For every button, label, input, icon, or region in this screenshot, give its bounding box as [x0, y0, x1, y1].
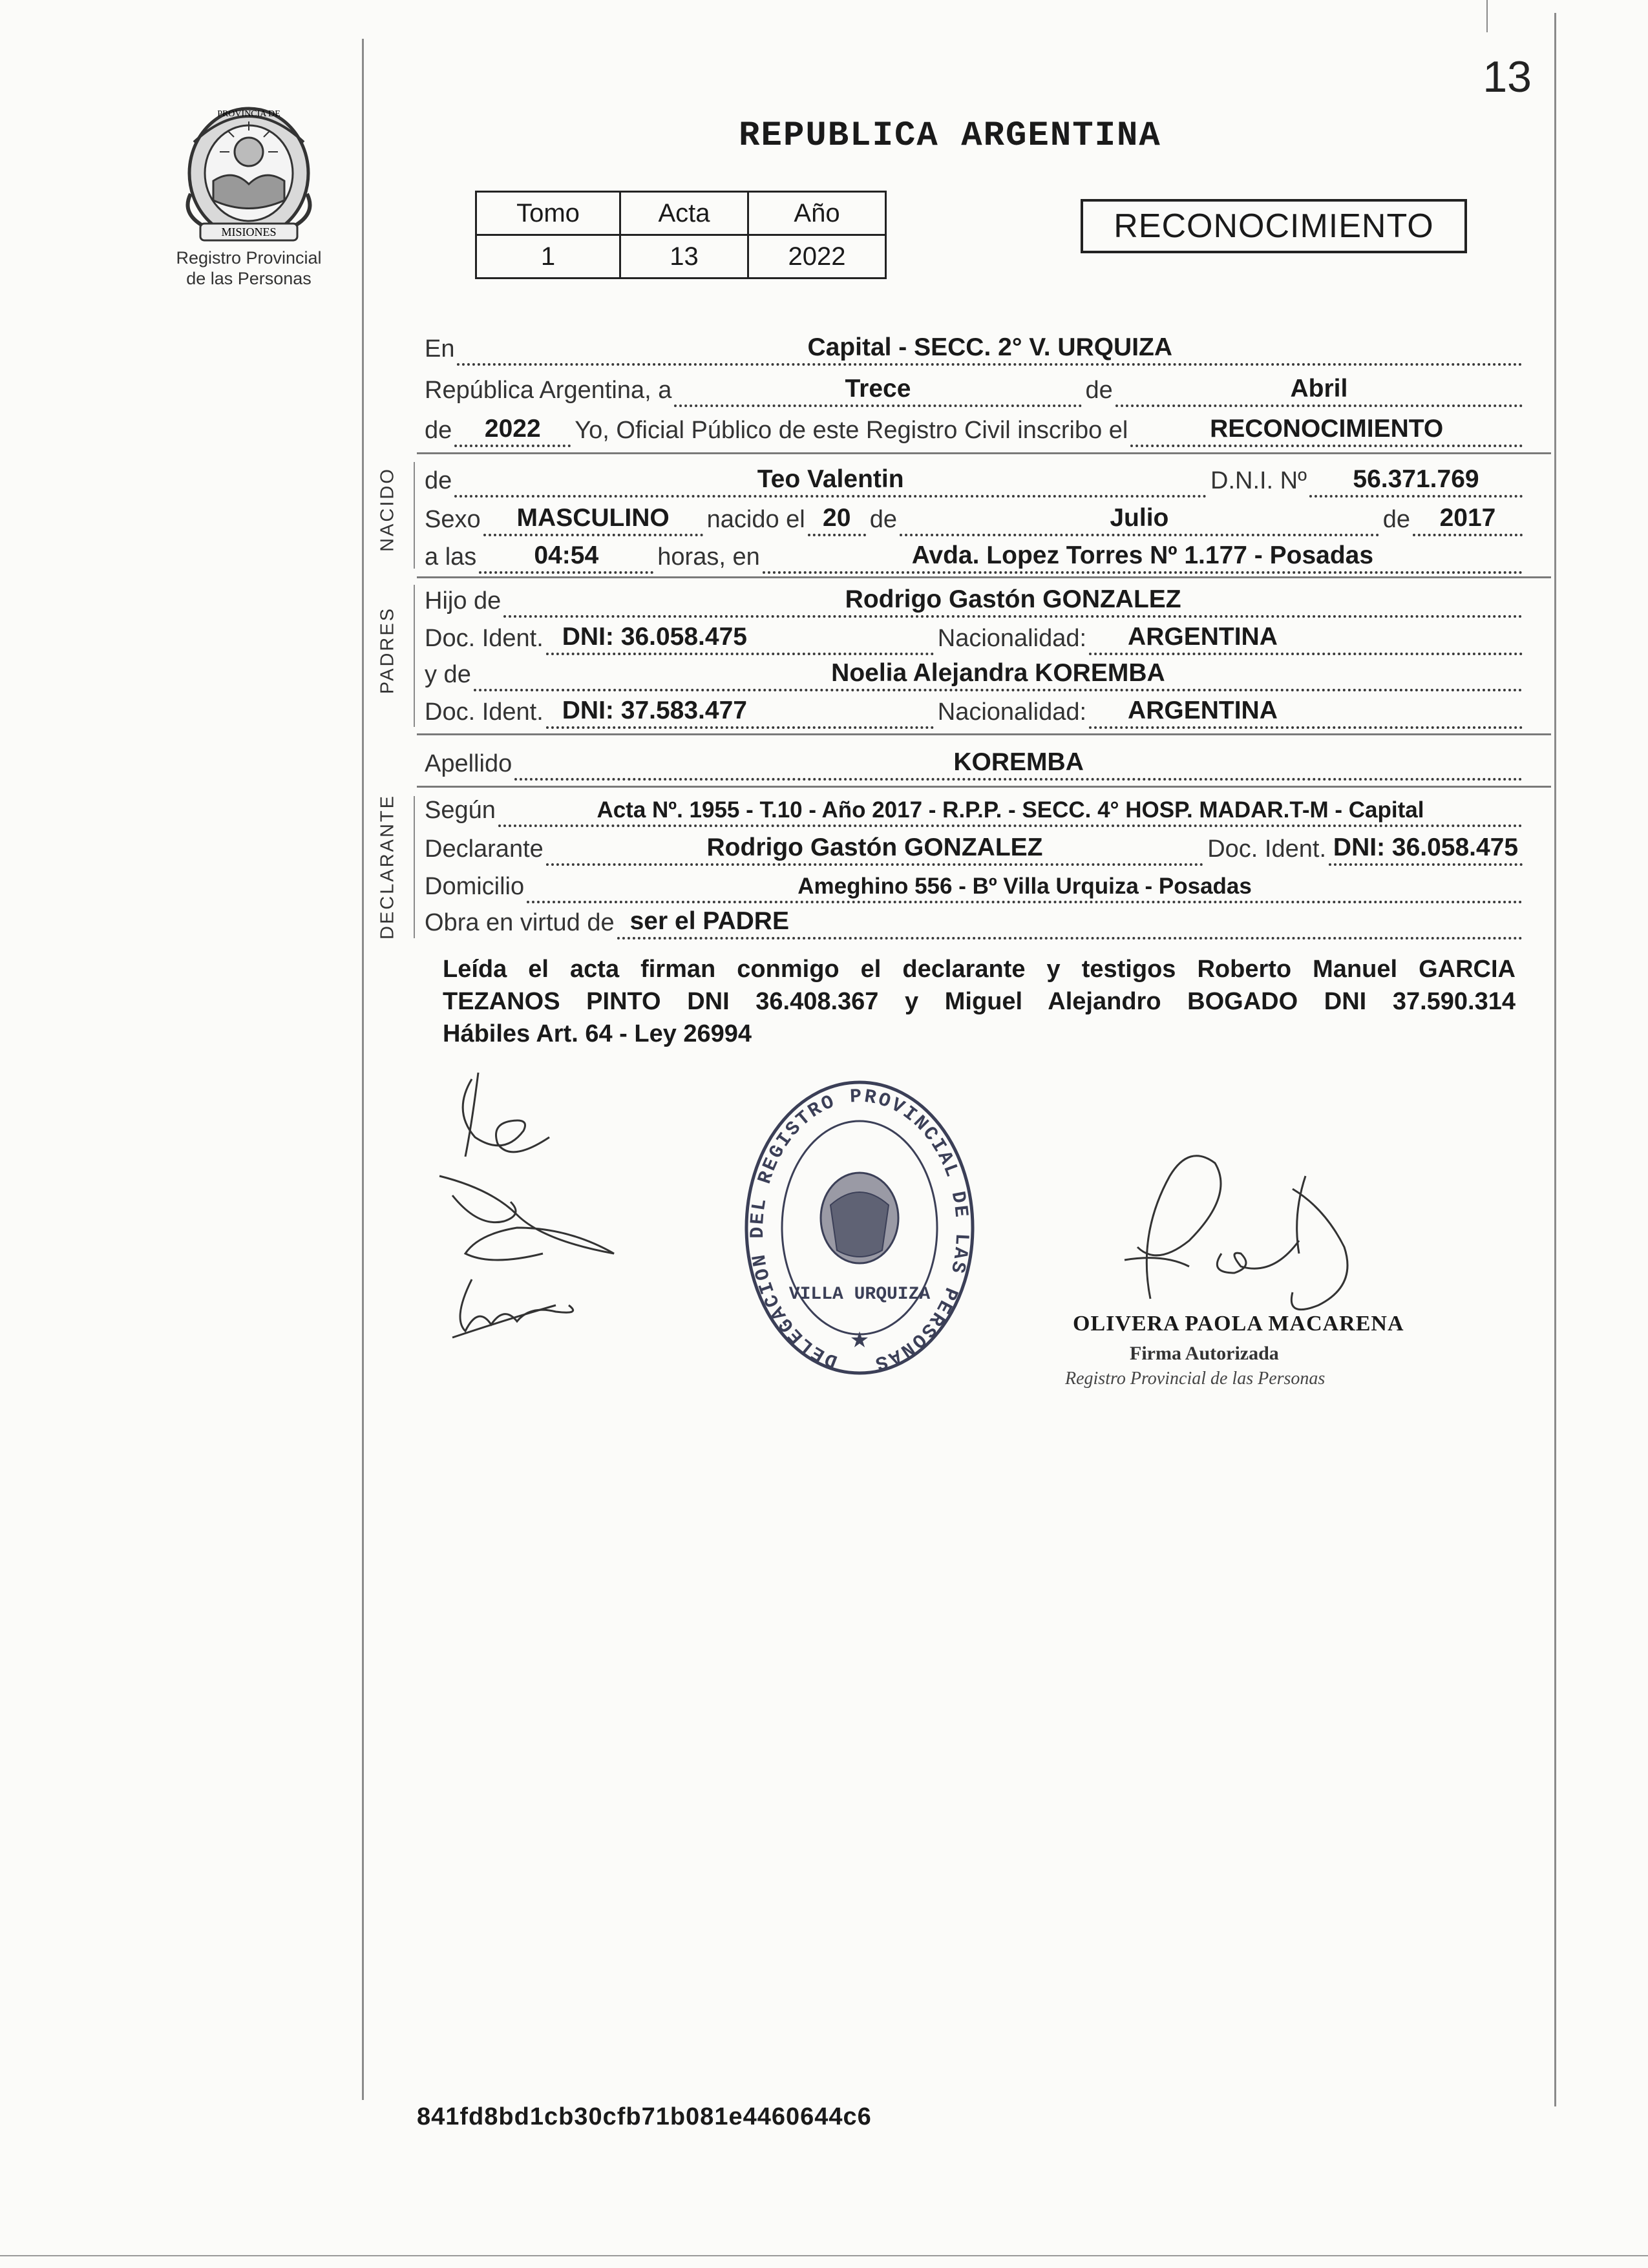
logo-banner-text: MISIONES [221, 226, 277, 238]
closing-text [443, 953, 1516, 1050]
nacido-bracket [414, 462, 415, 569]
segun-value: Acta Nº. 1955 - T.10 - Año 2017 - R.P.P. - SECC. 4° HOSP. MADAR.T-M - Capital [597, 797, 1424, 823]
day-field [674, 368, 1081, 407]
row-year [425, 410, 1527, 447]
dni-label: D.N.I. Nº [1210, 467, 1307, 494]
apellido-field [514, 742, 1523, 781]
child-name-value: Teo Valentin [757, 465, 904, 493]
father-field [503, 579, 1523, 618]
child-dni-field [1309, 459, 1523, 498]
birth-time-field [479, 535, 653, 574]
mother-nationality-value: ARGENTINA [1128, 697, 1278, 724]
logo-top-text: PROVINCIA DE [217, 109, 280, 119]
yde-label: y de [425, 661, 471, 688]
year-value: 2022 [484, 415, 541, 443]
closing-line-1: Leída el acta firman conmigo el declarante y testigos Roberto Manuel GARCIA [443, 956, 1516, 983]
nacido-label: nacido el [706, 506, 805, 533]
month-field [1115, 368, 1523, 407]
row-date [425, 370, 1527, 407]
register-header-tomo: Tomo [476, 192, 620, 235]
father-doc-label: Doc. Ident. [425, 625, 544, 652]
divider-padres [417, 733, 1551, 735]
domicilio-field [527, 865, 1523, 903]
stamp-inner-text: VILLA URQUIZA [788, 1285, 931, 1305]
divider-nacido [417, 576, 1551, 578]
register-header-anio: Año [748, 192, 886, 235]
father-nationality-field [1089, 616, 1523, 655]
alas-label: a las [425, 543, 477, 571]
official-office: Registro Provincial de las Personas [1065, 1369, 1326, 1389]
father-doc-field [546, 616, 934, 655]
apellido-value: KOREMBA [953, 748, 1084, 776]
row-mother [425, 654, 1527, 691]
obra-field [617, 901, 1523, 940]
father-nac-label: Nacionalidad: [937, 625, 1087, 652]
act-type-box: RECONOCIMIENTO [1081, 199, 1467, 253]
month-value: Abril [1290, 375, 1348, 403]
register-value-tomo: 1 [476, 235, 620, 278]
mother-doc-field [546, 690, 934, 729]
row-time-place [425, 536, 1527, 574]
row-father [425, 580, 1527, 618]
section-label-nacido: NACIDO [377, 467, 398, 552]
birth-place-value: Avda. Lopez Torres Nº 1.177 - Posadas [911, 541, 1374, 569]
child-dni-value: 56.371.769 [1353, 465, 1479, 493]
obra-value: ser el PADRE [629, 907, 789, 935]
birth-de-year-label: de [1382, 506, 1410, 533]
father-value: Rodrigo Gastón GONZALEZ [845, 585, 1181, 613]
declarante-bracket [414, 796, 415, 938]
declarante-value: Rodrigo Gastón GONZALEZ [706, 834, 1043, 861]
top-right-edge-line [1486, 0, 1488, 32]
sexo-label: Sexo [425, 506, 481, 533]
section-label-padres: PADRES [377, 606, 398, 695]
birth-day-field [808, 498, 866, 536]
year-field [454, 408, 571, 447]
declarante-label: Declarante [425, 835, 544, 863]
mother-nationality-field [1089, 690, 1523, 729]
mother-value: Noelia Alejandra KOREMBA [831, 659, 1165, 687]
official-role: Firma Autorizada [1130, 1343, 1279, 1364]
delegation-round-stamp [740, 1076, 979, 1380]
witness-signatures [414, 1060, 659, 1370]
official-name: OLIVERA PAOLA MACARENA [1073, 1312, 1404, 1336]
segun-field [498, 788, 1523, 827]
mother-field [474, 653, 1523, 691]
row-en [425, 328, 1527, 366]
de-year-label: de [425, 417, 452, 444]
declarante-doc-value: DNI: 36.058.475 [1333, 834, 1519, 861]
row-apellido [425, 743, 1527, 781]
child-name-field [454, 459, 1207, 498]
en-field [457, 327, 1523, 366]
row-domicilio [425, 866, 1527, 903]
en-value: Capital - SECC. 2° V. URQUIZA [807, 333, 1173, 361]
birth-time-value: 04:54 [534, 541, 599, 569]
register-table [475, 191, 887, 279]
birth-month-field [900, 498, 1379, 536]
en-label: En [425, 335, 455, 362]
sex-value: MASCULINO [516, 504, 670, 532]
declarante-doc-field [1329, 827, 1523, 866]
declarante-field [546, 827, 1203, 866]
birth-month-value: Julio [1110, 504, 1169, 532]
country-title: REPUBLICA ARGENTINA [739, 116, 1161, 156]
divider-apellido [417, 786, 1551, 788]
register-value-row [476, 235, 886, 278]
birth-year-value: 2017 [1439, 504, 1496, 532]
day-value: Trece [845, 375, 911, 403]
child-de-label: de [425, 467, 452, 494]
padres-bracket [414, 585, 415, 727]
mother-doc-value: DNI: 37.583.477 [562, 697, 747, 724]
stamp-ring-text: DELEGACION DEL REGISTRO PROVINCIAL DE LAS PERSONAS [747, 1086, 973, 1374]
father-nationality-value: ARGENTINA [1128, 623, 1278, 651]
register-value-anio: 2022 [748, 235, 886, 278]
domicilio-value: Ameghino 556 - Bº Villa Urquiza - Posadas [798, 874, 1252, 899]
apellido-label: Apellido [425, 750, 512, 777]
row-father-doc [425, 618, 1527, 655]
bottom-edge-line [0, 2255, 1648, 2256]
logo-caption-line1: Registro Provincial [176, 248, 322, 268]
page-number: 13 [1483, 52, 1532, 101]
mother-doc-label: Doc. Ident. [425, 698, 544, 726]
divider-intro [417, 452, 1551, 454]
father-doc-value: DNI: 36.058.475 [562, 623, 747, 651]
inscription-field [1130, 408, 1523, 447]
left-margin-line [362, 39, 364, 2100]
obra-label: Obra en virtud de [425, 909, 615, 936]
document-hash: 841fd8bd1cb30cfb71b081e4460644c6 [417, 2103, 872, 2130]
birth-day-value: 20 [823, 504, 851, 532]
stamp-star-icon: ★ [849, 1328, 870, 1352]
register-header-row [476, 192, 886, 235]
row-segun [425, 790, 1527, 827]
row-mother-doc [425, 691, 1527, 729]
closing-line-3: Hábiles Art. 64 - Ley 26994 [443, 1020, 752, 1047]
official-text: Yo, Oficial Público de este Registro Civil inscribo el [575, 417, 1128, 444]
section-label-declarante: DECLARANTE [377, 794, 398, 940]
row-declarante [425, 828, 1527, 866]
register-header-acta: Acta [620, 192, 748, 235]
inscription-value: RECONOCIMIENTO [1210, 415, 1444, 443]
mother-nac-label: Nacionalidad: [937, 698, 1087, 726]
birth-place-field [763, 535, 1523, 574]
right-margin-line [1554, 13, 1556, 2106]
declarante-doc-label: Doc. Ident. [1207, 835, 1326, 863]
domicilio-label: Domicilio [425, 873, 525, 900]
birth-year-field [1413, 498, 1523, 536]
official-signature [1112, 1137, 1422, 1325]
register-value-acta: 13 [620, 235, 748, 278]
horas-label: horas, en [657, 543, 760, 571]
birth-de-label: de [869, 506, 898, 533]
row-child-name [425, 460, 1527, 498]
sex-field [483, 498, 703, 536]
closing-line-2: TEZANOS PINTO DNI 36.408.367 y Miguel Alejandro BOGADO DNI 37.590.314 [443, 988, 1516, 1015]
de-month-label: de [1085, 377, 1113, 404]
segun-label: Según [425, 797, 496, 824]
row-sex-birth [425, 499, 1527, 536]
logo-caption-line2: de las Personas [186, 269, 312, 288]
row-obra [425, 902, 1527, 940]
hijo-label: Hijo de [425, 587, 502, 614]
misiones-coat-of-arms-logo [174, 97, 323, 246]
republica-label: República Argentina, a [425, 377, 672, 404]
